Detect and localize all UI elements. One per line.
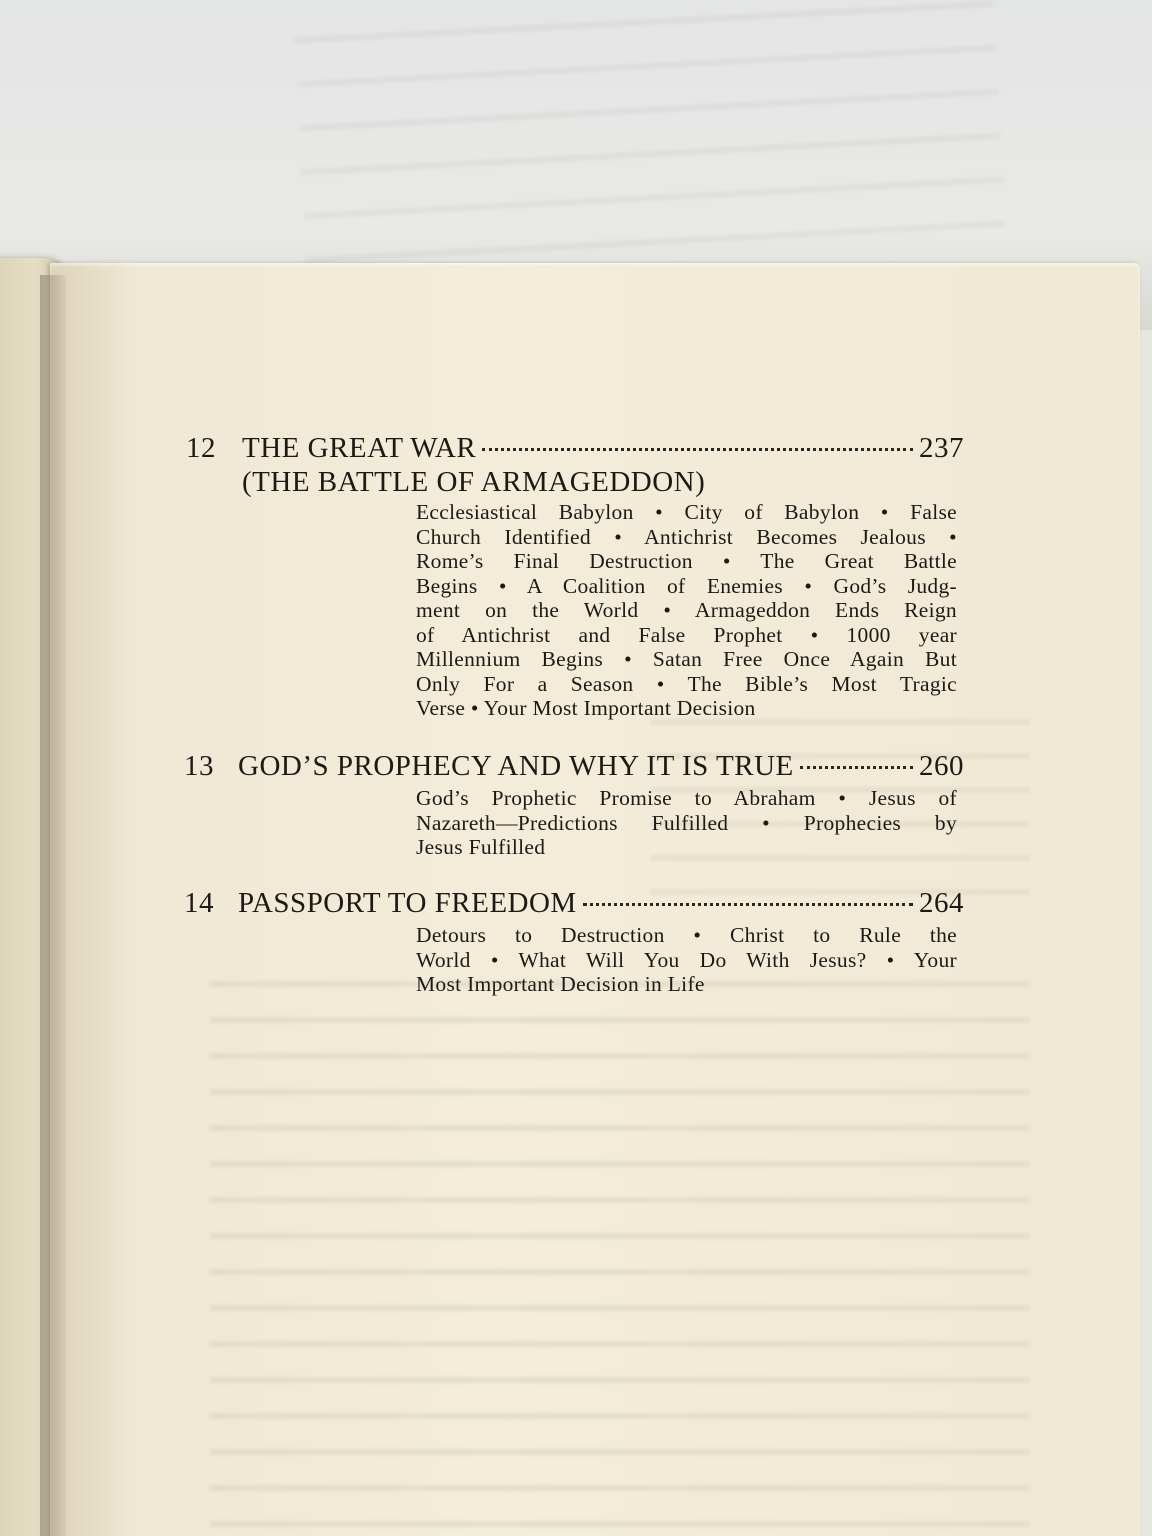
chapter-heading-row bbox=[184, 750, 964, 783]
chapter-description bbox=[416, 786, 957, 860]
description-line: Verse • Your Most Important Decision bbox=[416, 696, 756, 720]
page-number: 260 bbox=[919, 750, 964, 782]
description-line: Rome’s Final Destruction • The Great Battle bbox=[416, 549, 957, 573]
description-line: Most Important Decision in Life bbox=[416, 972, 705, 996]
dot-leader bbox=[800, 766, 913, 769]
description-line: of Antichrist and False Prophet • 1000 year bbox=[416, 622, 957, 647]
chapter-title: GOD’S PROPHECY AND WHY IT IS TRUE bbox=[238, 750, 794, 782]
description-line: Nazareth—Predictions Fulfilled • Prophecies by bbox=[416, 810, 957, 835]
description-line: Only For a Season • The Bible’s Most Tragic bbox=[416, 671, 957, 696]
chapter-number: 12 bbox=[186, 432, 216, 464]
chapter-number: 13 bbox=[184, 750, 214, 782]
dot-leader bbox=[482, 448, 913, 451]
description-line: Church Identified • Antichrist Becomes Jealous • bbox=[416, 524, 957, 549]
chapter-title: THE GREAT WAR bbox=[242, 432, 477, 464]
description-line: Millennium Begins • Satan Free Once Again But bbox=[416, 647, 957, 671]
page-number: 264 bbox=[919, 887, 964, 919]
description-line: Begins • A Coalition of Enemies • God’s Judg- bbox=[416, 573, 957, 598]
description-line: God’s Prophetic Promise to Abraham • Jesus of bbox=[416, 786, 957, 810]
chapter-heading-row bbox=[184, 887, 964, 920]
description-line: ment on the World • Armageddon Ends Reign bbox=[416, 598, 957, 622]
description-line: World • What Will You Do With Jesus? • Your bbox=[416, 947, 957, 972]
chapter-subtitle: (THE BATTLE OF ARMAGEDDON) bbox=[242, 466, 706, 498]
chapter-heading-row bbox=[186, 432, 964, 465]
book-gutter-shadow bbox=[40, 275, 66, 1536]
chapter-number: 14 bbox=[184, 887, 214, 919]
page-number: 237 bbox=[919, 432, 964, 464]
chapter-description bbox=[416, 923, 957, 997]
description-line: Detours to Destruction • Christ to Rule the bbox=[416, 923, 957, 947]
dot-leader bbox=[583, 903, 913, 906]
chapter-title: PASSPORT TO FREEDOM bbox=[238, 887, 577, 919]
chapter-description bbox=[416, 500, 957, 721]
description-line: Jesus Fulfilled bbox=[416, 835, 546, 859]
background-show-through bbox=[294, 0, 1007, 278]
description-line: Ecclesiastical Babylon • City of Babylon • False bbox=[416, 500, 957, 524]
reverse-side-show-through bbox=[210, 963, 1030, 1536]
